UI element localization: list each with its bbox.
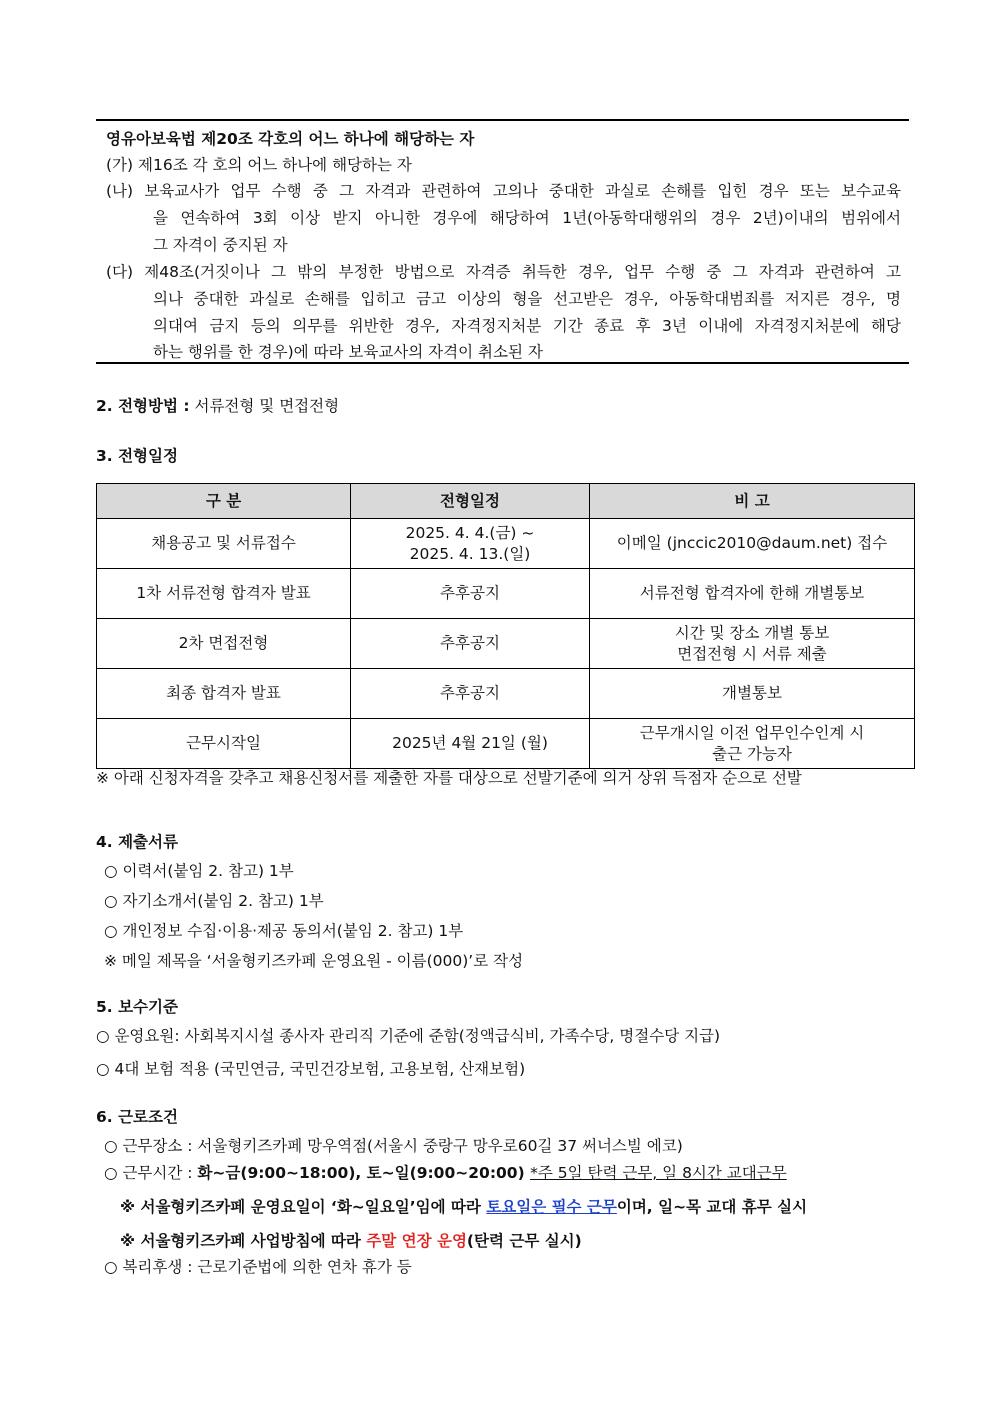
item-na-line1: (나) 보육교사가 업무 수행 중 그 자격과 관련하여 고의나 중대한 과실로 손해를 입힌 경우 또는 보수교육 [106,182,901,200]
work-hours-label: ○ 근무시간 : [104,1164,198,1182]
doc-item-privacy-consent: ○ 개인정보 수집·이용·제공 동의서(붙임 2. 참고) 1부 [104,922,464,940]
saturday-required: 토요일은 필수 근무 [486,1198,617,1216]
cell-category: 근무시작일 [97,719,351,769]
disqualification-heading: 영유아보육법 제20조 각호의 어느 하나에 해당하는 자 [106,130,475,148]
item-na-line3: 그 자격이 중지된 자 [153,236,288,254]
weekday-note [120,1195,807,1219]
cell-schedule: 추후공지 [351,669,590,719]
item-da-line2: 의나 중대한 과실로 손해를 입히고 금고 이상의 형을 선고받은 경우, 아동학대범죄를 저지른 경우, 명 [153,290,901,308]
note-line2: 면접전형 시 서류 제출 [677,644,827,663]
table-row [97,619,915,669]
section2-line [96,394,339,418]
schedule-line1: 2025. 4. 4.(금) ~ [405,523,535,542]
cell-category: 2차 면접전형 [97,619,351,669]
work-hours [104,1161,787,1185]
header-note: 비 고 [590,484,915,519]
doc-item-cover-letter: ○ 자기소개서(붙임 2. 참고) 1부 [104,892,324,910]
cell-schedule: 추후공지 [351,569,590,619]
section6-title: 6. 근로조건 [96,1108,178,1126]
table-header-row [97,484,915,519]
schedule-table [96,483,915,769]
weekend-note-a: ※ 서울형키즈카페 사업방침에 따라 [120,1232,367,1250]
cell-note [590,719,915,769]
cell-category: 최종 합격자 발표 [97,669,351,719]
welfare: ○ 복리후생 : 근로기준법에 의한 연차 휴가 등 [104,1258,412,1276]
cell-note [590,619,915,669]
item-da-line3: 의대여 금지 등의 의무를 위반한 경우, 자격정지처분 기간 종료 후 3년 이내에 자격정지처분에 해당 [153,317,901,335]
weekend-note-c: (탄력 근무 실시) [466,1232,582,1250]
section2-text: 서류전형 및 면접전형 [189,397,340,415]
note-line1: 시간 및 장소 개별 통보 [674,623,830,642]
cell-schedule: 추후공지 [351,619,590,669]
weekday-note-c: 이며, 일~목 교대 휴무 실시 [616,1198,808,1216]
note-line2: 출근 가능자 [712,744,792,763]
item-ga: (가) 제16조 각 호의 어느 하나에 해당하는 자 [106,156,412,174]
doc-item-mail-note: ※ 메일 제목을 ‘서울형키즈카페 운영요원 - 이름(000)’로 작성 [104,952,524,970]
cell-schedule [351,519,590,569]
table-row [97,669,915,719]
header-category: 구 분 [97,484,351,519]
pay-item-staff: ○ 운영요원: 사회복지시설 종사자 관리직 기준에 준함(정액급식비, 가족수당, 명절수당 지급) [96,1027,721,1045]
cell-note: 이메일 (jnccic2010@daum.net) 접수 [590,519,915,569]
table-row [97,719,915,769]
cell-schedule: 2025년 4월 21일 (월) [351,719,590,769]
weekend-extended: 주말 연장 운영 [366,1232,467,1250]
disqualification-box [96,119,909,364]
cell-category: 1차 서류전형 합격자 발표 [97,569,351,619]
item-da-line4: 하는 행위를 한 경우)에 따라 보육교사의 자격이 취소된 자 [153,343,543,361]
schedule-line2: 2025. 4. 13.(일) [409,544,531,563]
doc-item-resume: ○ 이력서(붙임 2. 참고) 1부 [104,862,294,880]
table-row [97,519,915,569]
section5-title: 5. 보수기준 [96,998,178,1016]
table-row [97,569,915,619]
work-hours-days: 화~금(9:00~18:00), 토~일(9:00~20:00) [197,1164,531,1182]
item-da-line1: (다) 제48조(거짓이나 그 밖의 부정한 방법으로 자격증 취득한 경우, 업무 수행 중 그 자격과 관련하여 고 [106,263,901,281]
cell-note: 개별통보 [590,669,915,719]
item-na-line2: 을 연속하여 3회 이상 받지 아니한 경우에 해당하여 1년(아동학대행위의 경우 2년)이내의 범위에서 [153,209,901,227]
section2-title: 2. 전형방법 : [96,397,190,415]
cell-note: 서류전형 합격자에 한해 개별통보 [590,569,915,619]
header-schedule: 전형일정 [351,484,590,519]
work-place: ○ 근무장소 : 서울형키즈카페 망우역점(서울시 중랑구 망우로60길 37 써너스빌 에코) [104,1137,683,1155]
selection-footnote: ※ 아래 신청자격을 갖추고 채용신청서를 제출한 자를 대상으로 선발기준에 의거 상위 득점자 순으로 선발 [96,769,802,787]
weekend-note [120,1229,582,1253]
work-hours-note: *주 5일 탄력 근무, 일 8시간 교대근무 [530,1164,787,1182]
cell-category: 채용공고 및 서류접수 [97,519,351,569]
section3-title: 3. 전형일정 [96,447,178,465]
section4-title: 4. 제출서류 [96,833,178,851]
note-line1: 근무개시일 이전 업무인수인계 시 [639,723,865,742]
pay-item-insurance: ○ 4대 보험 적용 (국민연금, 국민건강보험, 고용보험, 산재보험) [96,1060,526,1078]
weekday-note-a: ※ 서울형키즈카페 운영요일이 ‘화~일요일’임에 따라 [120,1198,487,1216]
